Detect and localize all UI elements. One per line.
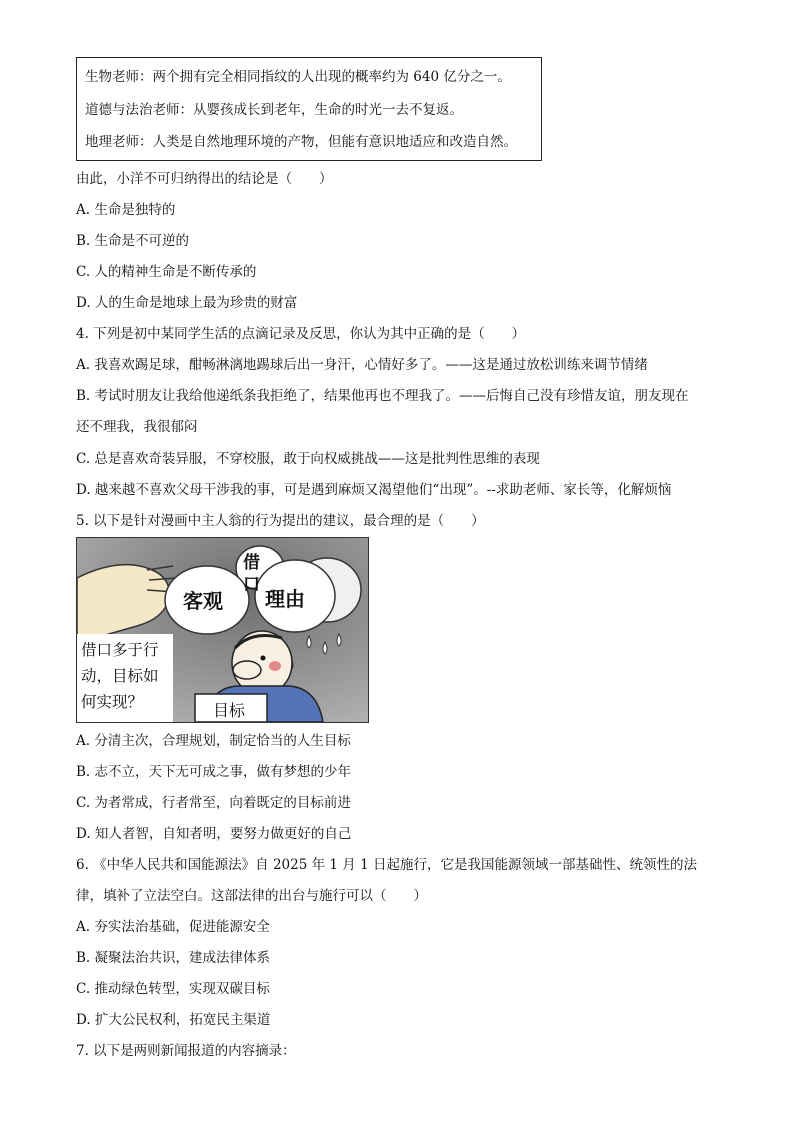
- q6-option-d: D. 扩大公民权利，拓宽民主渠道: [76, 1012, 271, 1028]
- cartoon-paper-label: 目标: [213, 701, 246, 720]
- q5-option-d: D. 知人者智，自知者明，要努力做更好的自己: [76, 826, 352, 842]
- q5-option-a: A. 分清主次，合理规划，制定恰当的人生目标: [76, 733, 351, 749]
- q6-stem-line-1: 6. 《中华人民共和国能源法》自 2025 年 1 月 1 日起施行，它是我国能源领域一部基础性、统领性的法: [76, 857, 697, 873]
- q3-option-c: C. 人的精神生命是不断传承的: [76, 264, 257, 280]
- q7-stem: 7. 以下是两则新闻报道的内容摘录：: [76, 1043, 296, 1059]
- balloon-jiekou-2: 口: [243, 575, 260, 595]
- q6-option-a: A. 夯实法治基础，促进能源安全: [76, 919, 270, 935]
- teacher-quote-box: [76, 57, 542, 161]
- cartoon-caption-line-1: 借口多于行: [81, 641, 159, 659]
- q5-stem: 5. 以下是针对漫画中主人翁的行为提出的建议，最合理的是（ ）: [76, 513, 485, 529]
- q4-option-c: C. 总是喜欢奇装异服，不穿校服，敢于向权威挑战——这是批判性思维的表现: [76, 451, 540, 467]
- balloon-liyou: 理由: [265, 587, 305, 611]
- cartoon-caption-line-2: 动，目标如: [81, 667, 159, 685]
- q5-option-b: B. 志不立，天下无可成之事，做有梦想的少年: [76, 764, 352, 780]
- q4-option-a: A. 我喜欢踢足球，酣畅淋漓地踢球后出一身汗，心情好多了。——这是通过放松训练来调节情绪: [76, 357, 648, 373]
- q6-option-c: C. 推动绿色转型，实现双碳目标: [76, 981, 270, 997]
- balloon-keguan: 客观: [183, 589, 223, 613]
- q4-option-d: D. 越来越不喜欢父母干涉我的事，可是遇到麻烦又渴望他们“出现”。--求助老师、家长等，化解烦恼: [76, 482, 672, 498]
- q3-stem: 由此，小洋不可归纳得出的结论是（ ）: [76, 171, 333, 187]
- q3-option-d: D. 人的生命是地球上最为珍贵的财富: [76, 295, 298, 311]
- balloon-jiekou-1: 借: [243, 553, 260, 573]
- q5-option-c: C. 为者常成，行者常至，向着既定的目标前进: [76, 795, 351, 811]
- q4-option-b: B. 考试时朋友让我给他递纸条我拒绝了，结果他再也不理我了。——后悔自己没有珍惜友谊，朋友现在: [76, 388, 689, 404]
- quote-biology: 生物老师：两个拥有完全相同指纹的人出现的概率约为 640 亿分之一。: [85, 69, 511, 85]
- quote-geography: 地理老师：人类是自然地理环境的产物，但能有意识地适应和改造自然。: [85, 134, 517, 150]
- q3-option-b: B. 生命是不可逆的: [76, 233, 190, 249]
- q4-stem: 4. 下列是初中某同学生活的点滴记录及反思，你认为其中正确的是（ ）: [76, 326, 526, 342]
- q3-option-a: A. 生命是独特的: [76, 202, 176, 218]
- q6-stem-line-2: 律，填补了立法空白。这部法律的出台与施行可以（ ）: [76, 888, 427, 904]
- q4-option-b-cont: 还不理我，我很郁闷: [76, 419, 198, 435]
- q6-option-b: B. 凝聚法治共识，建成法律体系: [76, 950, 271, 966]
- quote-ethics-law: 道德与法治老师：从婴孩成长到老年，生命的时光一去不复返。: [85, 102, 463, 118]
- q5-cartoon: [76, 537, 369, 723]
- cartoon-caption-line-3: 何实现？: [81, 693, 144, 711]
